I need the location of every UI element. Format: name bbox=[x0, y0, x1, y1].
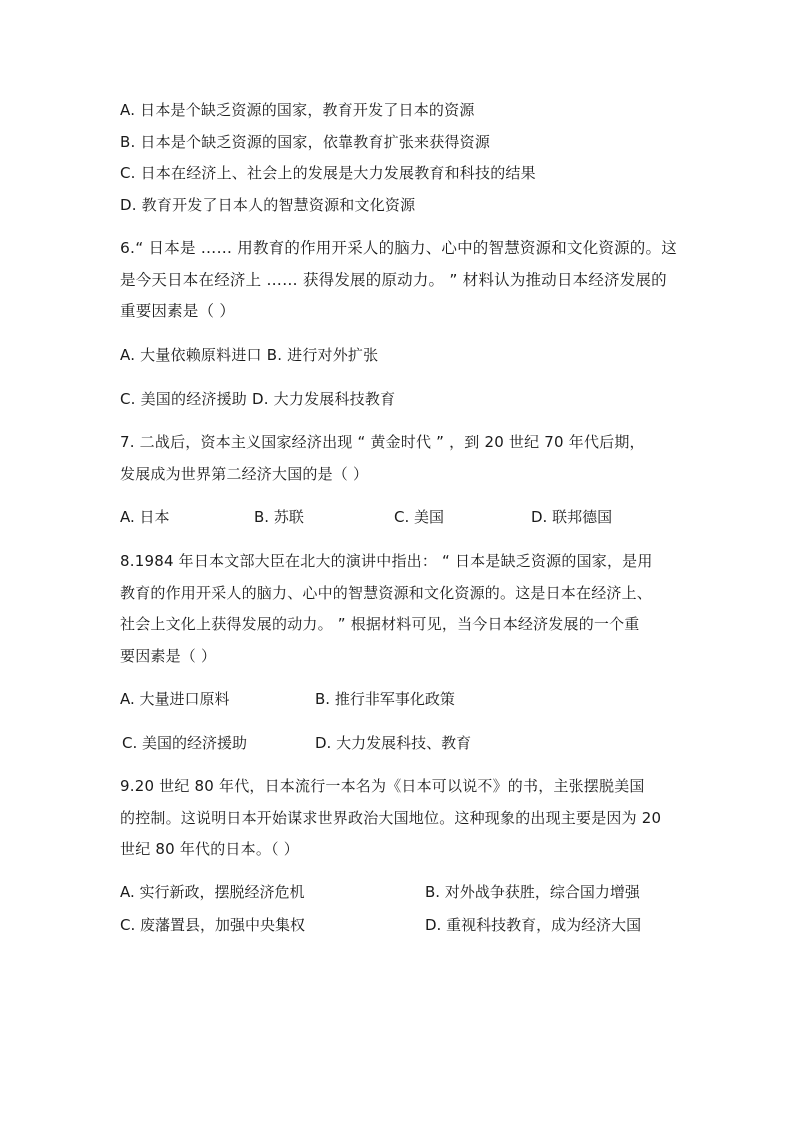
q8-option-b: B. 推行非军事化政策 bbox=[315, 690, 455, 708]
q8-option-d: D. 大力发展科技、教育 bbox=[315, 734, 472, 752]
q9-option-d: D. 重视科技教育，成为经济大国 bbox=[425, 916, 642, 934]
q9-option-a: A. 实行新政，摆脱经济危机 bbox=[120, 883, 305, 901]
q6-options-line-2: C. 美国的经济援助 D. 大力发展科技教育 bbox=[120, 390, 396, 408]
q5-option-c: C. 日本在经济上、社会上的发展是大力发展教育和科技的结果 bbox=[120, 164, 536, 182]
q6-options-line-1: A. 大量依赖原料进口 B. 进行对外扩张 bbox=[120, 346, 379, 364]
q8-options-row-2 bbox=[122, 733, 682, 753]
q9-stem-line-3: 世纪 80 年代的日本。（ ） bbox=[120, 840, 299, 858]
q6-stem-line-3: 重要因素是（ ） bbox=[120, 302, 236, 320]
q7-stem-line-2: 发展成为世界第二经济大国的是（ ） bbox=[120, 465, 369, 483]
q7-options bbox=[120, 507, 680, 527]
q7-option-a: A. 日本 bbox=[120, 508, 170, 526]
q9-stem-line-1: 9.20 世纪 80 年代，日本流行一本名为《日本可以说不》的书，主张摆脱美国 bbox=[120, 777, 645, 795]
q8-option-a: A. 大量进口原料 bbox=[120, 690, 230, 708]
q6-stem-line-1: 6.“ 日本是 …… 用教育的作用开采人的脑力、心中的智慧资源和文化资源的。这 bbox=[120, 239, 677, 257]
q8-stem-line-2: 教育的作用开采人的脑力、心中的智慧资源和文化资源的。这是日本在经济上、 bbox=[120, 584, 653, 602]
q7-option-d: D. 联邦德国 bbox=[531, 508, 613, 526]
q9-stem-line-2: 的控制。这说明日本开始谋求世界政治大国地位。这种现象的出现主要是因为 20 bbox=[120, 809, 662, 827]
q9-options-row-1 bbox=[120, 882, 680, 902]
q8-options-row-1 bbox=[120, 689, 680, 709]
q5-option-d: D. 教育开发了日本人的智慧资源和文化资源 bbox=[120, 196, 416, 214]
q7-option-b: B. 苏联 bbox=[254, 508, 304, 526]
q8-stem-line-4: 要因素是（ ） bbox=[120, 647, 217, 665]
q9-option-c: C. 废藩置县，加强中央集权 bbox=[120, 916, 306, 934]
q8-stem-line-1: 8.1984 年日本文部大臣在北大的演讲中指出： “ 日本是缺乏资源的国家，是用 bbox=[120, 552, 653, 570]
q9-option-b: B. 对外战争获胜，综合国力增强 bbox=[425, 883, 640, 901]
q5-option-a: A. 日本是个缺乏资源的国家，教育开发了日本的资源 bbox=[120, 101, 475, 119]
q8-option-c: C. 美国的经济援助 bbox=[122, 734, 248, 752]
q6-stem-line-2: 是今天日本在经济上 …… 获得发展的原动力。 ” 材料认为推动日本经济发展的 bbox=[120, 271, 667, 289]
q7-option-c: C. 美国 bbox=[394, 508, 445, 526]
q7-stem-line-1: 7. 二战后，资本主义国家经济出现 “ 黄金时代 ” ，到 20 世纪 70 年代后期， bbox=[120, 433, 645, 451]
q9-options-row-2 bbox=[120, 915, 680, 935]
q5-option-b: B. 日本是个缺乏资源的国家，依靠教育扩张来获得资源 bbox=[120, 133, 491, 151]
q8-stem-line-3: 社会上文化上获得发展的动力。 ” 根据材料可见，当今日本经济发展的一个重 bbox=[120, 615, 640, 633]
